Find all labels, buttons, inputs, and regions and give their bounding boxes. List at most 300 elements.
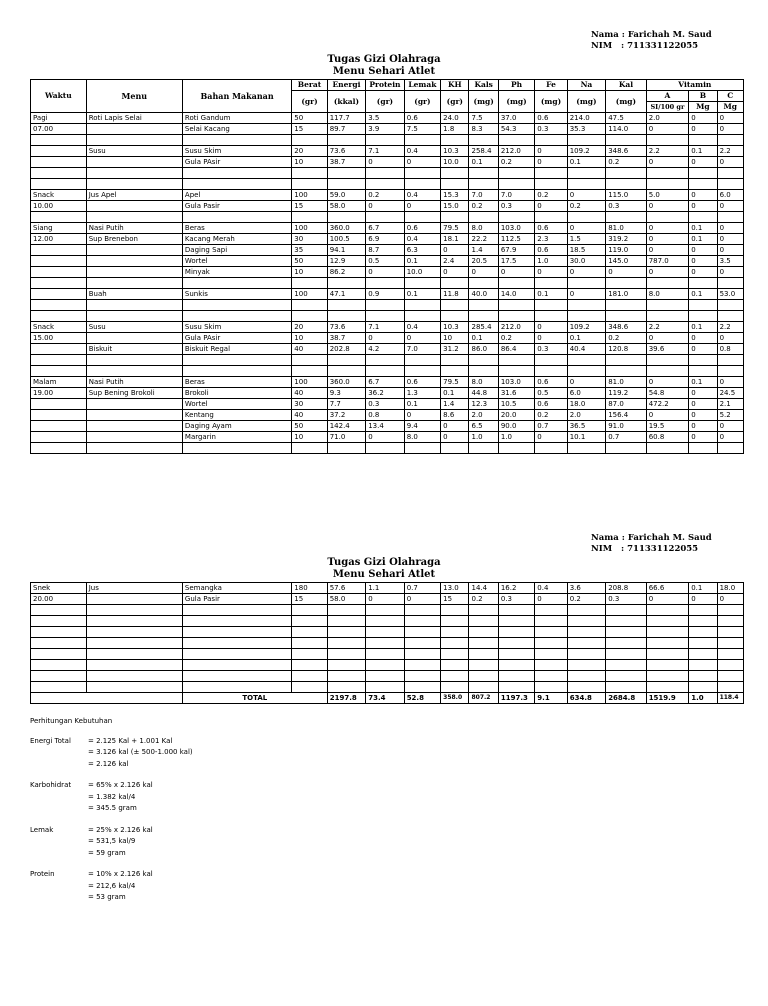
table-cell bbox=[31, 399, 87, 410]
table-cell: 30 bbox=[292, 234, 327, 245]
student-nim-2: NIM : 711331122055 bbox=[591, 544, 699, 554]
table-cell: 10.5 bbox=[498, 399, 534, 410]
note-item bbox=[30, 869, 193, 904]
table-cell bbox=[646, 300, 689, 311]
table-cell: Sup Brenebon bbox=[86, 234, 182, 245]
table-cell: 50 bbox=[292, 256, 327, 267]
table-cell: 0.4 bbox=[404, 234, 440, 245]
table-cell: 7.5 bbox=[469, 113, 498, 124]
table-cell: 0 bbox=[717, 421, 743, 432]
table-cell: 360.0 bbox=[327, 377, 365, 388]
table-cell bbox=[717, 649, 743, 660]
table-cell: 787.0 bbox=[646, 256, 689, 267]
table-cell bbox=[404, 649, 440, 660]
header-kals: Kals bbox=[469, 80, 498, 91]
table-cell: 07.00 bbox=[31, 124, 87, 135]
table-cell bbox=[366, 443, 404, 454]
table-cell: 10 bbox=[292, 432, 327, 443]
table-cell bbox=[31, 135, 87, 146]
table-cell: 20.00 bbox=[31, 594, 87, 605]
table-cell bbox=[689, 311, 717, 322]
table-cell bbox=[717, 682, 743, 693]
table-row bbox=[31, 660, 744, 671]
table-cell bbox=[606, 168, 647, 179]
table-cell bbox=[535, 278, 567, 289]
table-cell: 0.6 bbox=[535, 377, 567, 388]
table-cell bbox=[441, 278, 469, 289]
table-cell: 0 bbox=[689, 432, 717, 443]
table-cell bbox=[182, 311, 291, 322]
table-cell: 2.0 bbox=[567, 410, 605, 421]
note-line: = 2.125 Kal + 1.001 Kal bbox=[88, 736, 193, 748]
table-cell bbox=[498, 278, 534, 289]
table-cell: 212.0 bbox=[498, 322, 534, 333]
table-cell bbox=[182, 616, 291, 627]
table-cell bbox=[327, 671, 365, 682]
table-cell: 9.3 bbox=[327, 388, 365, 399]
header-bahan: Bahan Makanan bbox=[182, 80, 291, 113]
table-cell: 0.1 bbox=[689, 223, 717, 234]
table-cell bbox=[31, 627, 87, 638]
table-cell: 38.7 bbox=[327, 157, 365, 168]
table-cell bbox=[292, 627, 327, 638]
table-cell bbox=[182, 355, 291, 366]
table-cell bbox=[292, 135, 327, 146]
table-cell bbox=[31, 157, 87, 168]
table-cell: 0 bbox=[535, 333, 567, 344]
table-cell: 8.0 bbox=[404, 432, 440, 443]
total-blank-cell bbox=[31, 693, 183, 704]
table-cell: 0 bbox=[404, 594, 440, 605]
table-row bbox=[31, 432, 744, 443]
table-cell bbox=[535, 355, 567, 366]
table-cell bbox=[469, 355, 498, 366]
table-cell bbox=[535, 311, 567, 322]
table-cell bbox=[182, 168, 291, 179]
table-cell: 10 bbox=[292, 333, 327, 344]
table-cell bbox=[469, 311, 498, 322]
table-cell: 0.6 bbox=[535, 223, 567, 234]
table-cell: 19.00 bbox=[31, 388, 87, 399]
table-cell bbox=[327, 443, 365, 454]
table-cell bbox=[366, 682, 404, 693]
table-cell bbox=[567, 671, 605, 682]
table-cell bbox=[689, 616, 717, 627]
table-cell bbox=[366, 660, 404, 671]
table-cell: 0.2 bbox=[535, 410, 567, 421]
table-cell bbox=[292, 671, 327, 682]
table-cell bbox=[441, 649, 469, 660]
table-cell bbox=[86, 594, 182, 605]
table-cell: 66.6 bbox=[646, 583, 689, 594]
table-cell: 7.0 bbox=[469, 190, 498, 201]
table-cell: 0 bbox=[646, 245, 689, 256]
table-cell bbox=[646, 168, 689, 179]
table-cell: 40 bbox=[292, 410, 327, 421]
table-cell bbox=[86, 135, 182, 146]
table-row bbox=[31, 234, 744, 245]
table-cell: 1.0 bbox=[535, 256, 567, 267]
table-cell: 0.2 bbox=[606, 157, 647, 168]
table-cell bbox=[717, 627, 743, 638]
table-cell bbox=[182, 660, 291, 671]
table-cell bbox=[292, 638, 327, 649]
table-cell bbox=[441, 682, 469, 693]
table-cell: 36.5 bbox=[567, 421, 605, 432]
table-cell: 0.4 bbox=[535, 583, 567, 594]
note-lines bbox=[88, 869, 153, 904]
table-cell bbox=[469, 300, 498, 311]
table-cell: 18.0 bbox=[567, 399, 605, 410]
table-cell: 142.4 bbox=[327, 421, 365, 432]
table-cell bbox=[689, 443, 717, 454]
table-cell bbox=[646, 682, 689, 693]
table-cell: 10.0 bbox=[441, 157, 469, 168]
header-fe: Fe bbox=[535, 80, 567, 91]
table-cell bbox=[86, 278, 182, 289]
table-row bbox=[31, 135, 744, 146]
table-cell bbox=[689, 355, 717, 366]
total-cell: 1519.9 bbox=[646, 693, 689, 704]
table-cell: 319.2 bbox=[606, 234, 647, 245]
table-cell bbox=[31, 212, 87, 223]
note-item bbox=[30, 780, 193, 815]
table-cell: 0 bbox=[646, 124, 689, 135]
table-cell bbox=[441, 135, 469, 146]
table-cell: Gula PAsir bbox=[182, 333, 291, 344]
table-cell: 54.3 bbox=[498, 124, 534, 135]
table-cell: 0 bbox=[717, 594, 743, 605]
table-cell bbox=[86, 333, 182, 344]
table-cell: 7.5 bbox=[404, 124, 440, 135]
student-id-block-2 bbox=[591, 533, 712, 555]
table-cell: Susu bbox=[86, 322, 182, 333]
table-cell: Snack bbox=[31, 190, 87, 201]
note-label: Energi Total bbox=[30, 736, 71, 745]
table-cell: 0.1 bbox=[689, 583, 717, 594]
table-cell bbox=[646, 671, 689, 682]
table-cell: 0 bbox=[646, 267, 689, 278]
table-cell bbox=[567, 627, 605, 638]
table-cell: 0 bbox=[535, 322, 567, 333]
table-cell: 2.2 bbox=[717, 322, 743, 333]
table-cell bbox=[441, 660, 469, 671]
table-cell bbox=[469, 135, 498, 146]
table-cell bbox=[535, 682, 567, 693]
table-cell: 0 bbox=[535, 267, 567, 278]
table-cell bbox=[182, 135, 291, 146]
table-cell bbox=[31, 682, 87, 693]
table-cell bbox=[404, 627, 440, 638]
table-cell: 0.2 bbox=[498, 157, 534, 168]
table-cell bbox=[404, 638, 440, 649]
table-row bbox=[31, 594, 744, 605]
table-cell bbox=[689, 682, 717, 693]
table-cell: Gula Pasir bbox=[182, 201, 291, 212]
note-lines bbox=[88, 825, 153, 860]
table-cell: 14.0 bbox=[498, 289, 534, 300]
header-waktu: Waktu bbox=[31, 80, 87, 113]
table-cell bbox=[606, 135, 647, 146]
document-title bbox=[0, 54, 768, 78]
table-cell bbox=[86, 256, 182, 267]
table-cell: 1.8 bbox=[441, 124, 469, 135]
table-cell: 0 bbox=[689, 594, 717, 605]
table-cell bbox=[567, 278, 605, 289]
table-cell bbox=[606, 443, 647, 454]
table-cell: 0 bbox=[717, 333, 743, 344]
table-cell: 0.2 bbox=[498, 333, 534, 344]
table-cell bbox=[366, 179, 404, 190]
table-cell: 285.4 bbox=[469, 322, 498, 333]
table-cell bbox=[469, 616, 498, 627]
table-cell: 18.5 bbox=[567, 245, 605, 256]
table-cell bbox=[292, 278, 327, 289]
table-cell: 86.0 bbox=[469, 344, 498, 355]
table-cell: 0.6 bbox=[535, 245, 567, 256]
table-cell bbox=[31, 311, 87, 322]
table-cell bbox=[441, 671, 469, 682]
table-cell bbox=[469, 179, 498, 190]
table-cell: 71.0 bbox=[327, 432, 365, 443]
table-cell bbox=[31, 649, 87, 660]
table-cell: 10 bbox=[292, 267, 327, 278]
unit-protein: (gr) bbox=[366, 91, 404, 113]
table-row bbox=[31, 289, 744, 300]
table-cell: 0.7 bbox=[535, 421, 567, 432]
table-cell: 30.0 bbox=[567, 256, 605, 267]
table-cell bbox=[327, 616, 365, 627]
table-cell: 100 bbox=[292, 377, 327, 388]
total-cell: 9.1 bbox=[535, 693, 567, 704]
table-cell: 2.1 bbox=[717, 399, 743, 410]
table-cell bbox=[292, 443, 327, 454]
table-cell bbox=[366, 616, 404, 627]
table-cell bbox=[31, 168, 87, 179]
table-cell bbox=[327, 627, 365, 638]
table-cell: 40 bbox=[292, 388, 327, 399]
table-cell: 180 bbox=[292, 583, 327, 594]
table-cell: 8.0 bbox=[646, 289, 689, 300]
table-cell bbox=[404, 682, 440, 693]
table-cell: 0 bbox=[717, 201, 743, 212]
table-cell: Selai Kacang bbox=[182, 124, 291, 135]
table-cell: Minyak bbox=[182, 267, 291, 278]
table-cell bbox=[366, 278, 404, 289]
table-cell bbox=[292, 616, 327, 627]
table-cell bbox=[441, 179, 469, 190]
table-cell: 12.9 bbox=[327, 256, 365, 267]
table-cell: 1.0 bbox=[469, 432, 498, 443]
table-cell bbox=[535, 660, 567, 671]
table-cell: 6.0 bbox=[567, 388, 605, 399]
table-cell bbox=[646, 605, 689, 616]
table-cell: 0 bbox=[498, 267, 534, 278]
table-cell bbox=[498, 638, 534, 649]
table-row bbox=[31, 333, 744, 344]
table-cell: 54.8 bbox=[646, 388, 689, 399]
table-cell bbox=[498, 616, 534, 627]
table-cell: 50 bbox=[292, 113, 327, 124]
table-cell bbox=[31, 605, 87, 616]
table-cell: 0 bbox=[535, 146, 567, 157]
table-cell bbox=[606, 366, 647, 377]
total-cell: 2684.8 bbox=[606, 693, 647, 704]
student-id-block bbox=[591, 30, 712, 52]
table-cell: 0 bbox=[441, 421, 469, 432]
note-label: Lemak bbox=[30, 825, 54, 834]
table-cell bbox=[182, 212, 291, 223]
table-cell: 91.0 bbox=[606, 421, 647, 432]
table-cell bbox=[31, 245, 87, 256]
table-cell: 38.7 bbox=[327, 333, 365, 344]
table-cell: 0 bbox=[535, 201, 567, 212]
unit-kals: (mg) bbox=[469, 91, 498, 113]
table-row bbox=[31, 410, 744, 421]
menu-table-page2 bbox=[30, 582, 744, 704]
table-cell: 0.1 bbox=[469, 157, 498, 168]
unit-berat: (gr) bbox=[292, 91, 327, 113]
note-lines bbox=[88, 780, 153, 815]
table-cell: 7.0 bbox=[404, 344, 440, 355]
table-cell bbox=[182, 649, 291, 660]
table-cell bbox=[469, 605, 498, 616]
table-cell bbox=[646, 212, 689, 223]
table-cell bbox=[404, 300, 440, 311]
table-cell bbox=[31, 671, 87, 682]
table-cell bbox=[404, 278, 440, 289]
table-cell bbox=[606, 671, 647, 682]
table-cell: 0 bbox=[717, 377, 743, 388]
table-cell: Semangka bbox=[182, 583, 291, 594]
table-cell bbox=[366, 135, 404, 146]
table-cell bbox=[717, 300, 743, 311]
table-cell: 0.9 bbox=[366, 289, 404, 300]
table-row bbox=[31, 300, 744, 311]
table-cell: 0.6 bbox=[404, 113, 440, 124]
note-line: = 53 gram bbox=[88, 892, 153, 904]
table-cell bbox=[86, 168, 182, 179]
table-row bbox=[31, 201, 744, 212]
table-cell bbox=[717, 311, 743, 322]
table-cell bbox=[182, 682, 291, 693]
table-cell: 0.1 bbox=[404, 256, 440, 267]
table-cell bbox=[292, 212, 327, 223]
table-cell bbox=[646, 443, 689, 454]
note-item bbox=[30, 736, 193, 771]
table-cell: 0.3 bbox=[606, 201, 647, 212]
table-cell: 3.5 bbox=[717, 256, 743, 267]
table-cell bbox=[31, 179, 87, 190]
table-cell: 0 bbox=[717, 223, 743, 234]
table-cell: 0 bbox=[606, 267, 647, 278]
table-cell: 15 bbox=[292, 124, 327, 135]
table-cell: 0.7 bbox=[404, 583, 440, 594]
table-cell: 348.6 bbox=[606, 146, 647, 157]
header-vit-a: A bbox=[646, 91, 689, 102]
table-cell: 57.6 bbox=[327, 583, 365, 594]
table-cell bbox=[182, 366, 291, 377]
table-cell: 73.6 bbox=[327, 146, 365, 157]
table-cell: Jus bbox=[86, 583, 182, 594]
table-cell: 0.1 bbox=[689, 146, 717, 157]
table-cell: 0 bbox=[535, 157, 567, 168]
table-cell: Susu bbox=[86, 146, 182, 157]
table-cell: Kentang bbox=[182, 410, 291, 421]
header-lemak: Lemak bbox=[404, 80, 440, 91]
table-cell: 0.3 bbox=[535, 344, 567, 355]
table-cell bbox=[469, 443, 498, 454]
table-cell bbox=[86, 300, 182, 311]
table-cell: Biskuit Regal bbox=[182, 344, 291, 355]
table-cell: 35.3 bbox=[567, 124, 605, 135]
table-cell bbox=[31, 443, 87, 454]
note-lines bbox=[88, 736, 193, 771]
note-item bbox=[30, 825, 193, 860]
table-cell bbox=[567, 311, 605, 322]
table-cell bbox=[646, 649, 689, 660]
table-cell: 0 bbox=[366, 432, 404, 443]
table-row bbox=[31, 267, 744, 278]
table-row bbox=[31, 322, 744, 333]
table-cell: 50 bbox=[292, 421, 327, 432]
table-cell: 112.5 bbox=[498, 234, 534, 245]
table-cell bbox=[327, 135, 365, 146]
table-cell bbox=[327, 649, 365, 660]
title-line-2-2: Menu Sehari Atlet bbox=[332, 569, 436, 580]
table-cell: Roti Gandum bbox=[182, 113, 291, 124]
header-vitamin: Vitamin bbox=[646, 80, 743, 91]
table-cell: 0.3 bbox=[535, 124, 567, 135]
table-cell: 0 bbox=[689, 399, 717, 410]
table-cell: 0.2 bbox=[567, 594, 605, 605]
table-cell: 100 bbox=[292, 223, 327, 234]
table-cell bbox=[717, 366, 743, 377]
table-cell bbox=[535, 443, 567, 454]
table-cell bbox=[86, 421, 182, 432]
table-cell: 31.6 bbox=[498, 388, 534, 399]
table-cell: 40.0 bbox=[469, 289, 498, 300]
table-cell bbox=[567, 300, 605, 311]
table-cell bbox=[441, 212, 469, 223]
table-cell bbox=[86, 124, 182, 135]
table-cell: 0 bbox=[689, 410, 717, 421]
table-cell bbox=[717, 135, 743, 146]
table-cell: 0.6 bbox=[404, 377, 440, 388]
menu-table-page1 bbox=[30, 79, 744, 454]
table-cell: 20 bbox=[292, 322, 327, 333]
table-cell: 1.4 bbox=[469, 245, 498, 256]
table-cell: 0.2 bbox=[606, 333, 647, 344]
table-cell: 0 bbox=[689, 344, 717, 355]
table-cell bbox=[498, 671, 534, 682]
total-cell: 118.4 bbox=[717, 693, 743, 704]
unit-ph: (mg) bbox=[498, 91, 534, 113]
table-cell bbox=[31, 267, 87, 278]
table-cell: Sunkis bbox=[182, 289, 291, 300]
note-line: = 2.126 kal bbox=[88, 759, 193, 771]
table-cell: 8.0 bbox=[469, 377, 498, 388]
table-cell: 114.0 bbox=[606, 124, 647, 135]
table-cell: 0.1 bbox=[404, 399, 440, 410]
table-cell: 0 bbox=[717, 124, 743, 135]
table-row bbox=[31, 583, 744, 594]
table-cell: 5.2 bbox=[717, 410, 743, 421]
table-cell: 7.7 bbox=[327, 399, 365, 410]
table-cell bbox=[31, 256, 87, 267]
table-cell bbox=[535, 649, 567, 660]
table-cell bbox=[567, 212, 605, 223]
